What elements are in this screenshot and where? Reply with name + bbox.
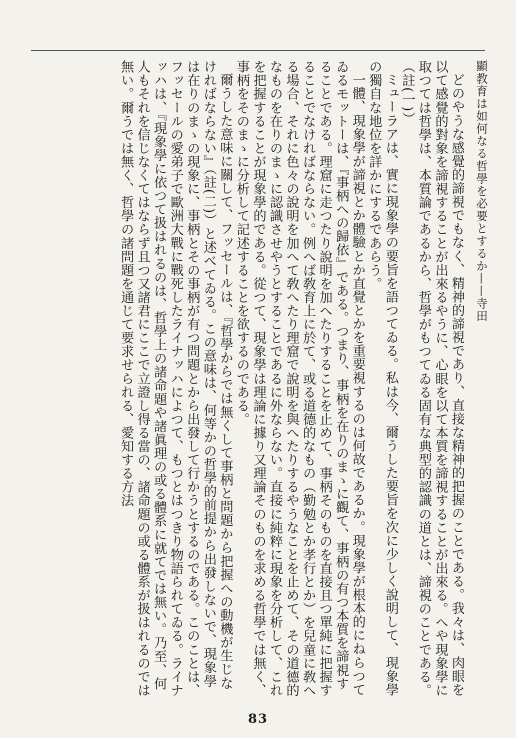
paragraph: ミューラアは、實に現象學の要旨を語つてゐる。私は今、爾うした要旨を次に少しく說明して、現象學の獨自な地位を詳かにするであらう。	[366, 60, 398, 697]
header-rule	[31, 50, 485, 51]
page-number: 83	[247, 712, 269, 727]
paragraph: 爾うした意味に關して、フッセールは、『哲學からでは無くして事柄と問題から把握への動機が生じなければならない』（註(二)）と述べてゐる。この意味は、何等かの哲學的前提から出發しないで、現象學は在りのまゝの現象に、事柄とその事柄が有つ問題とから出發して行かうとするのである。このことは、フッセールの愛弟子で歐洲大戰に戰死したライナッハによつて、もつとはつきり物語られてゐる。ライナッハは、『現象學に依つて扱はれるのは、哲學上の諸命題や諸眞理の或る體系に就てでは無い。乃至、何人もそれを信じなくてはならず且つ又諸君にここで立證し得る當の、諸命題の或る體系が扱はれるのでは無い。爾うでは無く、哲學の諸問題を通じて要求せられる、愛知する方法	[118, 60, 233, 697]
paragraph: どのやうな感覺的諦視でもなく、精神的諦視であり、直接な精神的把握のことである。我々は、肉眼を以て感覺的對象を諦視することが出來るやうに、心眼を以て本質を諦視することが出來る。へや現象學に取つては哲學は、本質論であるから、哲學がもつてゐる固有な典型的認識の道とは、諦視のことである。（註(一)）	[399, 60, 464, 697]
paragraph: 一體、現象學が諦視とか體驗とか直覺とかを重要視するのは何故であるか。現象學が根本的にねらつてゐるモットーは、『事柄への歸依』である。つまり、事柄を在りのまゝに觀て、事柄の有つ本質を諦視することである。理窟に走つたり說明を加へたりすることを止めて、事柄そのものを直接且つ單純に把握することでなければならない。例へば敎育上に於て、或る道德的なもの（勤勉とか孝行とか）を兒童に敎へる場合、それに色々の說明を加へて敎へたり理窟で說明を與へたりするやうなことを止めて、その道德的なものを在りのまゝに認識させやうとすることであるに外ならない。直接に純粹に現象を分析して、これを把握することが現象學的である。從つて、現象學は理論に據り又理論そのものを求める哲學では無く、事柄をそのまゝに分析して記述することを欲するのである。	[233, 60, 365, 697]
body-text	[34, 60, 464, 700]
running-head: 顯教育は如何なる哲學を必要とするか——寺田	[475, 60, 489, 323]
